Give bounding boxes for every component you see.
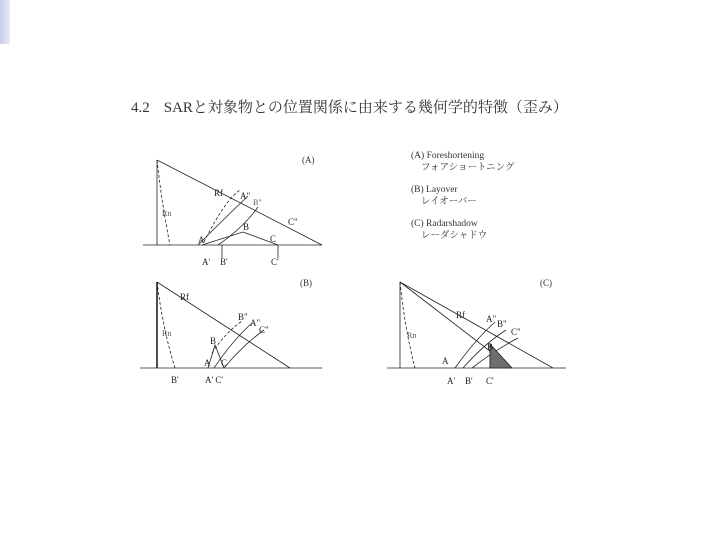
label-c1: C' [486,376,494,386]
label-c2: C" [259,325,269,335]
terrain-slope [202,232,278,245]
legend-label: (B) Layover [411,185,458,195]
label-b: B [243,222,250,232]
legend-item-layover [411,184,514,208]
label-a1: A' [447,376,456,386]
legend-item-foreshortening [411,150,514,174]
label-a2: A" [240,191,251,201]
range-arc-b [218,207,258,245]
label-c: C [270,234,277,244]
label-a2: A" [486,314,497,324]
panel-a-label: (A) [302,155,315,165]
label-b2: B" [497,319,507,329]
label-rn: Rn [162,209,172,218]
near-range-arc [400,282,415,368]
section-number: 4.2 [131,100,150,116]
label-b2: B" [253,198,262,207]
label-b1: B' [465,376,473,386]
range-arc-a [198,196,248,245]
label-rf: Rf [180,292,189,302]
label-a: A [198,235,205,245]
panel-b-diagram [140,282,322,368]
label-rn: Rn [407,331,417,340]
radar-far-ray [157,160,322,245]
label-b: B [210,336,217,346]
label-b2: B" [238,312,248,322]
label-a: A [442,356,449,366]
near-range-arc [157,160,170,245]
label-c1: C' [271,257,279,267]
range-arc-c [224,330,264,368]
legend-label: (C) Radarshadow [411,219,478,229]
label-rf: Rf [456,310,465,320]
label-c2: C" [288,217,298,227]
legend-jp: レーダシャドウ [421,230,488,241]
legend-jp: レイオーバー [421,196,477,207]
label-b: B [487,342,494,352]
legend-jp: フォアショートニング [421,162,515,173]
label-c2: C" [511,327,521,337]
legend-item-radarshadow [411,218,514,242]
label-a: A [204,358,211,368]
label-a1-c1: A' C' [205,375,223,385]
near-range-arc [157,282,175,368]
panel-c-diagram [387,282,566,368]
title-text: SARと対象物との位置関係に由来する幾何学的特徴（歪み） [163,100,568,116]
legend [411,150,514,252]
label-rf: Rf [214,188,223,198]
range-arc-a [214,323,252,368]
label-a1: A' [202,257,211,267]
label-rn: Rn [162,329,172,338]
panel-c-label: (C) [540,278,552,288]
radar-far-ray [400,282,553,368]
label-b1: B' [220,257,228,267]
legend-label: (A) Foreshortening [411,151,485,161]
label-a2: A" [250,318,261,328]
panel-b-label: (B) [300,278,312,288]
label-b1: B' [171,375,179,385]
label-c: C [221,358,228,368]
